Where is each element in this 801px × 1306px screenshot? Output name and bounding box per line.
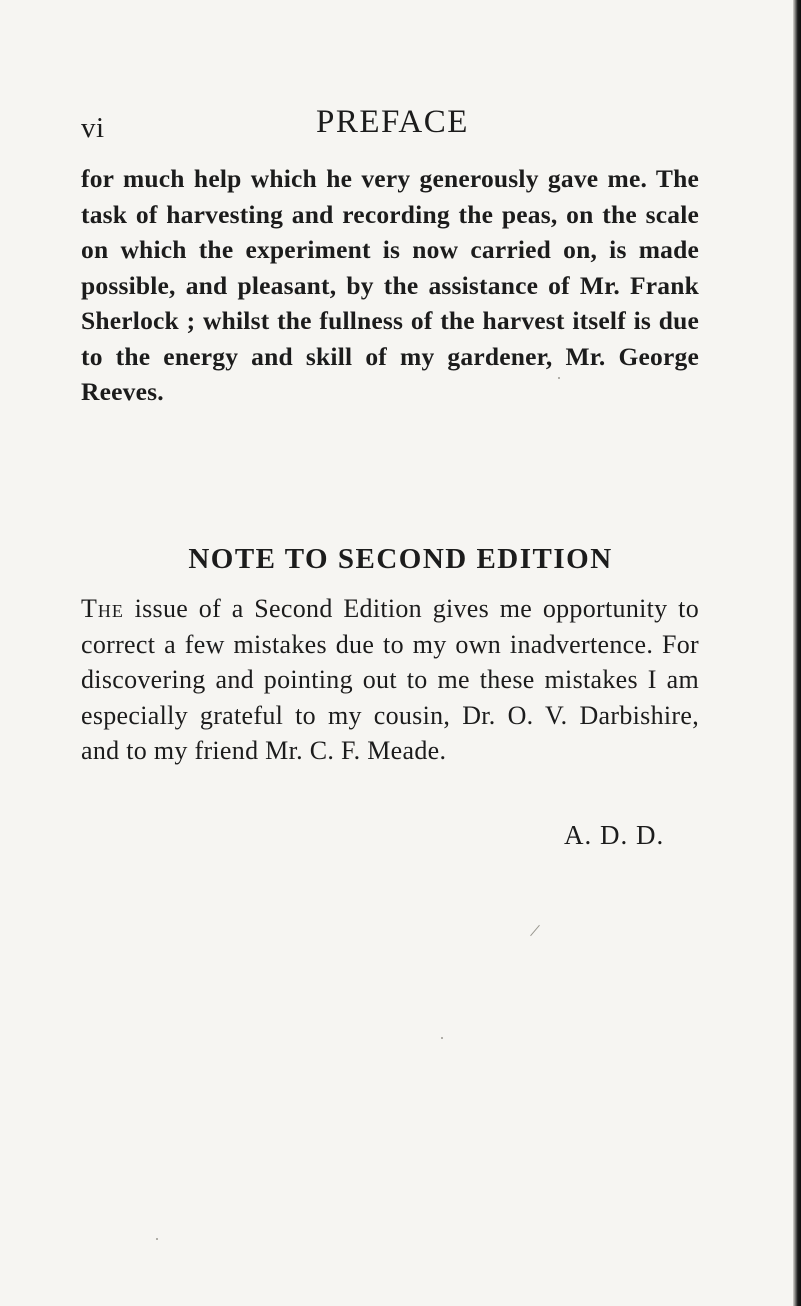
preface-paragraph: for much help which he very generously gave me. The task of harvesting and recording the peas, on the scale on which the experiment is now carried on, is made possible, and pleasant, by the assistance of Mr. Frank Sherlock ; whilst the fullness of the harvest itself is due to the energy and skill of my gardener, Mr. George Reeves. [81, 164, 699, 406]
page-edge-shadow [793, 0, 801, 1306]
paper-speck [156, 1238, 158, 1240]
page-number: vi [81, 112, 105, 144]
paper-speck [558, 377, 560, 379]
signature: A. D. D. [564, 820, 665, 850]
page-header [0, 100, 801, 150]
running-head: PREFACE [316, 104, 469, 140]
stray-mark [530, 925, 540, 936]
paper-speck [441, 1037, 443, 1039]
note-lead-word: The [81, 594, 124, 623]
note-paragraph [81, 591, 699, 769]
note-text: issue of a Second Edition gives me opportunity to correct a few mistakes due to my own inadvertence. For discovering and pointing out to me these mistakes I am especially grateful to my cousin, Dr. O. V. Darbishire, and to my friend Mr. C. F. Meade. [81, 594, 699, 765]
section-heading: NOTE TO SECOND EDITION [188, 543, 613, 575]
